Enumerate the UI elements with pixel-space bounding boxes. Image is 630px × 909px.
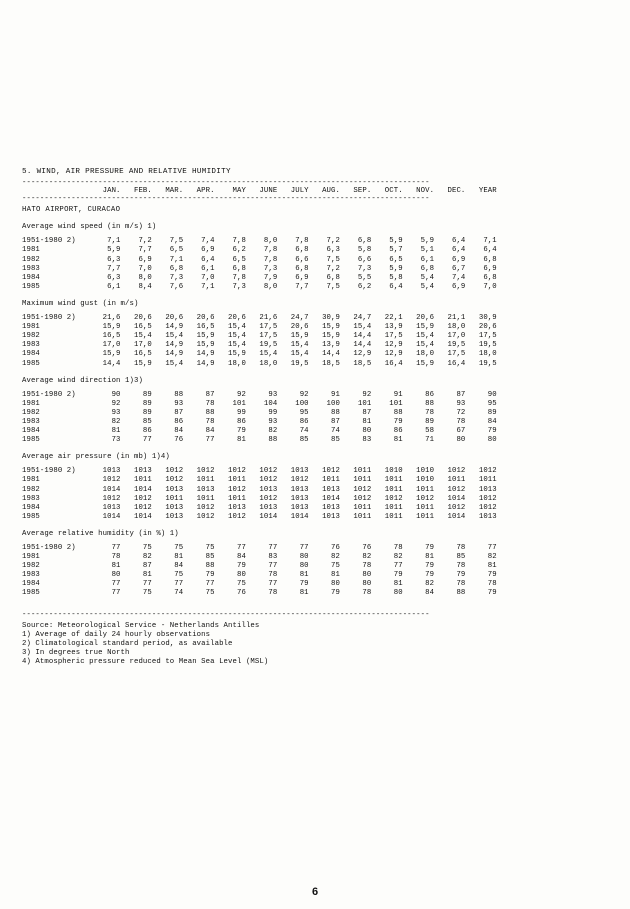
table-row: 1951-1980 2) 77 75 75 75 77 77 77 76 76 78 79 78 77 [22,544,497,552]
table-row: 1984 6,3 8,0 7,3 7,0 7,8 7,9 6,9 6,8 5,5 5,8 5,4 7,4 6,8 [22,273,497,282]
table-row: 1981 5,9 7,7 6,5 6,9 6,2 7,8 6,8 6,3 5,8 5,7 5,1 6,4 6,4 [22,246,497,255]
table-row: 1985 77 75 74 75 76 78 81 79 78 80 84 88 79 [22,589,497,598]
rule-under-header: ------------------------------------------------------------------------------------------- [22,196,430,204]
table-heading: Average air pressure (in mb) 1)4) [22,453,170,462]
table-row: 1951-1980 2) 21,6 20,6 20,6 20,6 20,6 21,6 24,7 30,9 24,7 22,1 20,6 21,1 30,9 [22,314,497,323]
footnote-1: 1) Average of daily 24 hourly observations [22,630,211,639]
table-row: 1951-1980 2) 1013 1013 1012 1012 1012 1012 1013 1012 1011 1010 1010 1012 1012 [22,467,497,476]
table-row: 1985 14,4 15,9 15,4 14,9 18,0 18,0 19,5 18,5 18,5 16,4 15,9 16,4 19,5 [22,359,497,368]
table-row: 1981 92 89 93 78 101 104 100 100 101 101 88 93 95 [22,399,497,408]
table-row: 1983 82 85 86 78 86 93 86 87 81 79 89 78 84 [22,417,497,426]
table-row: 1985 73 77 76 77 81 88 85 85 83 81 71 80 80 [22,436,497,445]
table-row: 1982 81 87 84 88 79 77 80 75 78 77 79 78 81 [22,562,497,571]
footnote-4: 4) Atmospheric pressure reduced to Mean Sea Level (MSL) [22,657,269,666]
table-row: 1981 1012 1011 1012 1011 1011 1012 1012 1011 1011 1011 1010 1011 1011 [22,476,497,485]
table-row: 1982 1014 1014 1013 1013 1012 1013 1013 1013 1012 1011 1011 1012 1013 [22,485,497,494]
table-row: 1984 15,9 16,5 14,9 14,9 15,9 15,4 15,4 14,4 12,9 12,9 18,0 17,5 18,0 [22,350,497,359]
source-line: Source: Meteorological Service - Netherlands Antilles [22,621,260,630]
table-row: 1981 78 82 81 85 84 83 80 82 82 82 81 85 82 [22,553,497,562]
table-heading: Average relative humidity (in %) 1) [22,529,179,538]
table-row: 1984 77 77 77 77 75 77 79 80 80 81 82 78 78 [22,580,497,589]
table-heading: Maximum wind gust (in m/s) [22,299,139,308]
table-row: 1984 81 86 84 84 79 82 74 74 80 86 58 67 79 [22,427,497,436]
tables-container [22,223,608,606]
statistical-table-page [22,168,608,667]
section-title: 5. WIND, AIR PRESSURE AND RELATIVE HUMIDITY [22,168,231,176]
rule-bottom: ------------------------------------------------------------------------------------------- [22,611,430,619]
table-row: 1951-1980 2) 90 89 88 87 92 93 92 91 92 91 86 87 90 [22,390,497,399]
table-row: 1982 93 89 87 88 99 99 95 88 87 88 78 72 89 [22,408,497,417]
table-row: 1983 1012 1012 1011 1011 1011 1012 1013 1014 1012 1012 1012 1014 1012 [22,494,497,503]
station-name: HATO AIRPORT, CURACAO [22,206,121,215]
table-row: 1951-1980 2) 7,1 7,2 7,5 7,4 7,8 8,0 7,8 7,2 6,8 5,9 5,9 6,4 7,1 [22,237,497,246]
table-row: 1981 15,9 16,5 14,9 16,5 15,4 17,5 20,6 15,9 15,4 13,9 15,9 18,0 20,6 [22,323,497,332]
table-row: 1984 1013 1012 1013 1012 1013 1013 1013 1013 1011 1011 1011 1012 1012 [22,503,497,512]
table-row: 1985 6,1 8,4 7,6 7,1 7,3 8,0 7,7 7,5 6,2 6,4 5,4 6,9 7,0 [22,282,497,291]
table-heading: Average wind direction 1)3) [22,376,143,385]
table-row: 1983 80 81 75 79 80 78 81 81 80 79 79 79 79 [22,571,497,580]
footnote-3: 3) In degrees true North [22,648,130,657]
table-row: 1982 16,5 15,4 15,4 15,9 15,4 17,5 15,9 15,9 14,4 17,5 15,4 17,0 17,5 [22,332,497,341]
table-row: 1983 17,0 17,0 14,9 15,9 15,4 19,5 15,4 13,9 14,4 12,9 15,4 19,5 19,5 [22,341,497,350]
table-heading: Average wind speed (in m/s) 1) [22,223,157,232]
footnote-2: 2) Climatological standard period, as available [22,639,233,648]
column-header-row: JAN. FEB. MAR. APR. MAY JUNE JULY AUG. SEP. OCT. NOV. DEC. YEAR [22,187,497,196]
table-row: 1983 7,7 7,0 6,8 6,1 6,8 7,3 6,8 7,2 7,3 5,9 6,8 6,7 6,9 [22,264,497,273]
rule-top: ------------------------------------------------------------------------------------------- [22,180,430,188]
page-number: 6 [311,886,319,898]
table-row: 1985 1014 1014 1013 1012 1012 1014 1014 1013 1011 1011 1011 1014 1013 [22,512,497,521]
table-row: 1982 6,3 6,9 7,1 6,4 6,5 7,8 6,6 7,5 6,6 6,5 6,1 6,9 6,8 [22,255,497,264]
